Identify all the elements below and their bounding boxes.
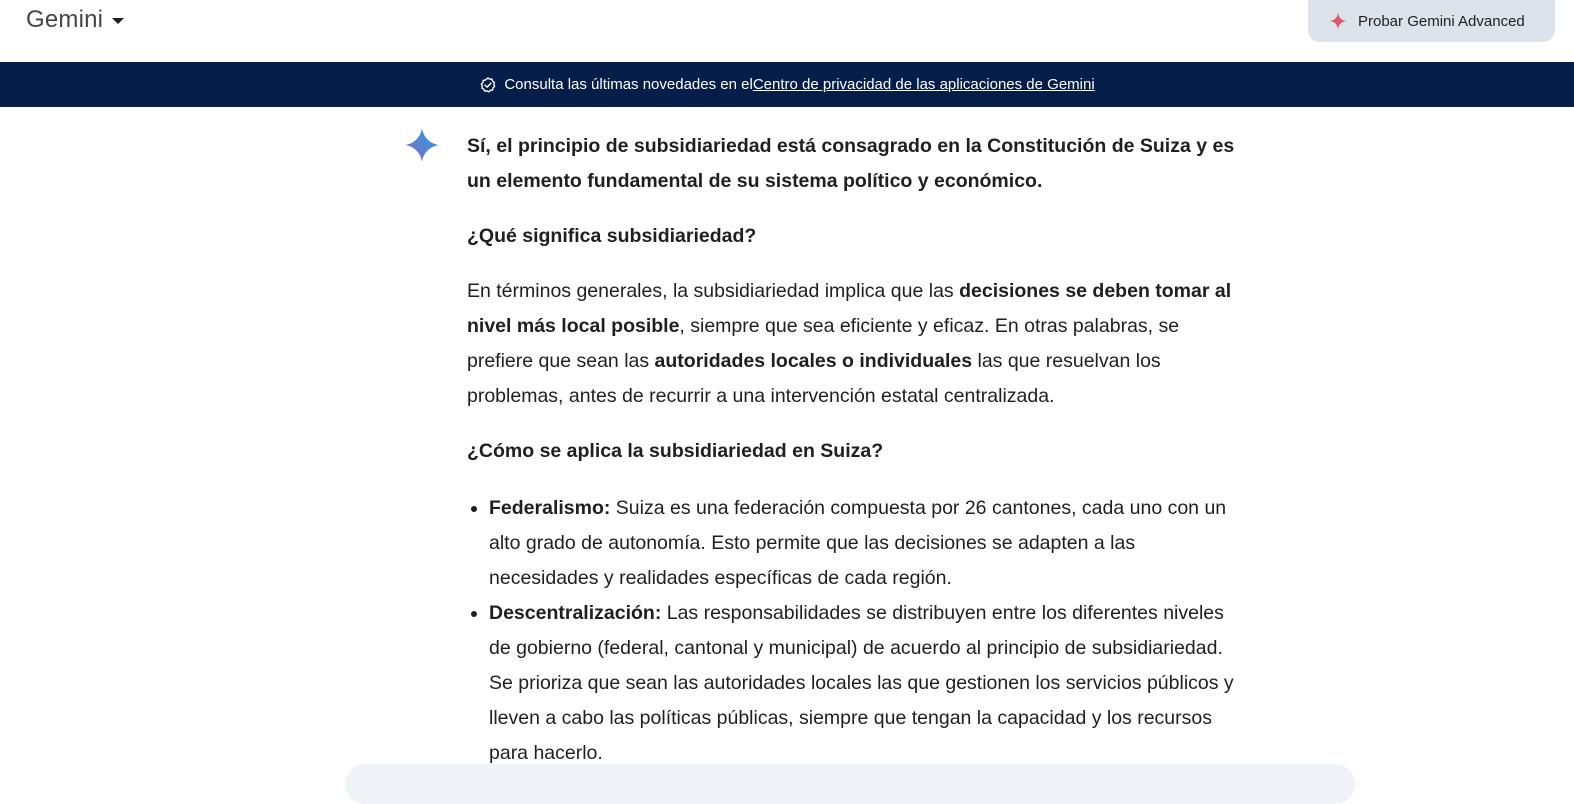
list-item-term: Descentralización:: [489, 602, 662, 624]
prompt-input-container[interactable]: [345, 764, 1355, 804]
bullet-list: [467, 491, 1247, 771]
try-advanced-label: Probar Gemini Advanced: [1358, 12, 1525, 30]
app-switcher[interactable]: [26, 3, 124, 37]
privacy-center-link[interactable]: Centro de privacidad de las aplicaciones de Gemini: [752, 76, 1095, 93]
chevron-down-icon: [112, 18, 124, 24]
paragraph-meaning: [467, 274, 1247, 414]
list-item: [489, 596, 1247, 771]
paragraph-text: En términos generales, la subsidiariedad implica que las: [467, 280, 960, 302]
gemini-star-icon: [404, 127, 440, 163]
paragraph-text: , siempre que sea eficiente y eficaz. En otras palabras, se prefiere que sean las: [467, 315, 1180, 372]
try-advanced-button[interactable]: [1308, 0, 1555, 42]
list-item-text: Suiza es una federación compuesta por 26 cantones, cada uno con un alto grado de autonomía. Esto permite que las decisiones se adapten a las necesidades y realidades específicas de cada región.: [489, 497, 1227, 589]
list-item-text: Las responsabilidades se distribuyen entre los diferentes niveles de gobierno (federal, cantonal y municipal) de acuerdo al principio de subsidiariedad. Se prioriza que sean las autoridades locales las que gestionen los servicios públicos y lleven a cabo las políticas públicas, siempre que tengan la capacidad y los recursos para hacerlo.: [489, 602, 1234, 764]
section-heading-application: ¿Cómo se aplica la subsidiariedad en Suiza?: [467, 440, 884, 462]
response-area: [0, 107, 1574, 774]
top-bar: [0, 0, 1574, 62]
paragraph-text: las que resuelvan los problemas, antes de recurrir a una intervención estatal centralizada.: [467, 350, 1161, 407]
paragraph-bold: decisiones se deben tomar al nivel más local posible: [467, 280, 1232, 337]
app-title: Gemini: [26, 6, 104, 33]
privacy-banner: [0, 62, 1574, 107]
verified-check-icon: [479, 76, 497, 94]
list-item: [489, 491, 1247, 596]
response-intro: Sí, el principio de subsidiariedad está consagrado en la Constitución de Suiza y es un elemento fundamental de su sistema político y económico.: [467, 135, 1235, 192]
section-heading-meaning: ¿Qué significa subsidiariedad?: [467, 225, 757, 247]
response-content: [467, 129, 1247, 771]
banner-text: Consulta las últimas novedades en el: [504, 76, 753, 93]
paragraph-bold: autoridades locales o individuales: [654, 350, 973, 372]
sparkle-icon: [1328, 11, 1348, 31]
list-item-term: Federalismo:: [489, 497, 611, 519]
